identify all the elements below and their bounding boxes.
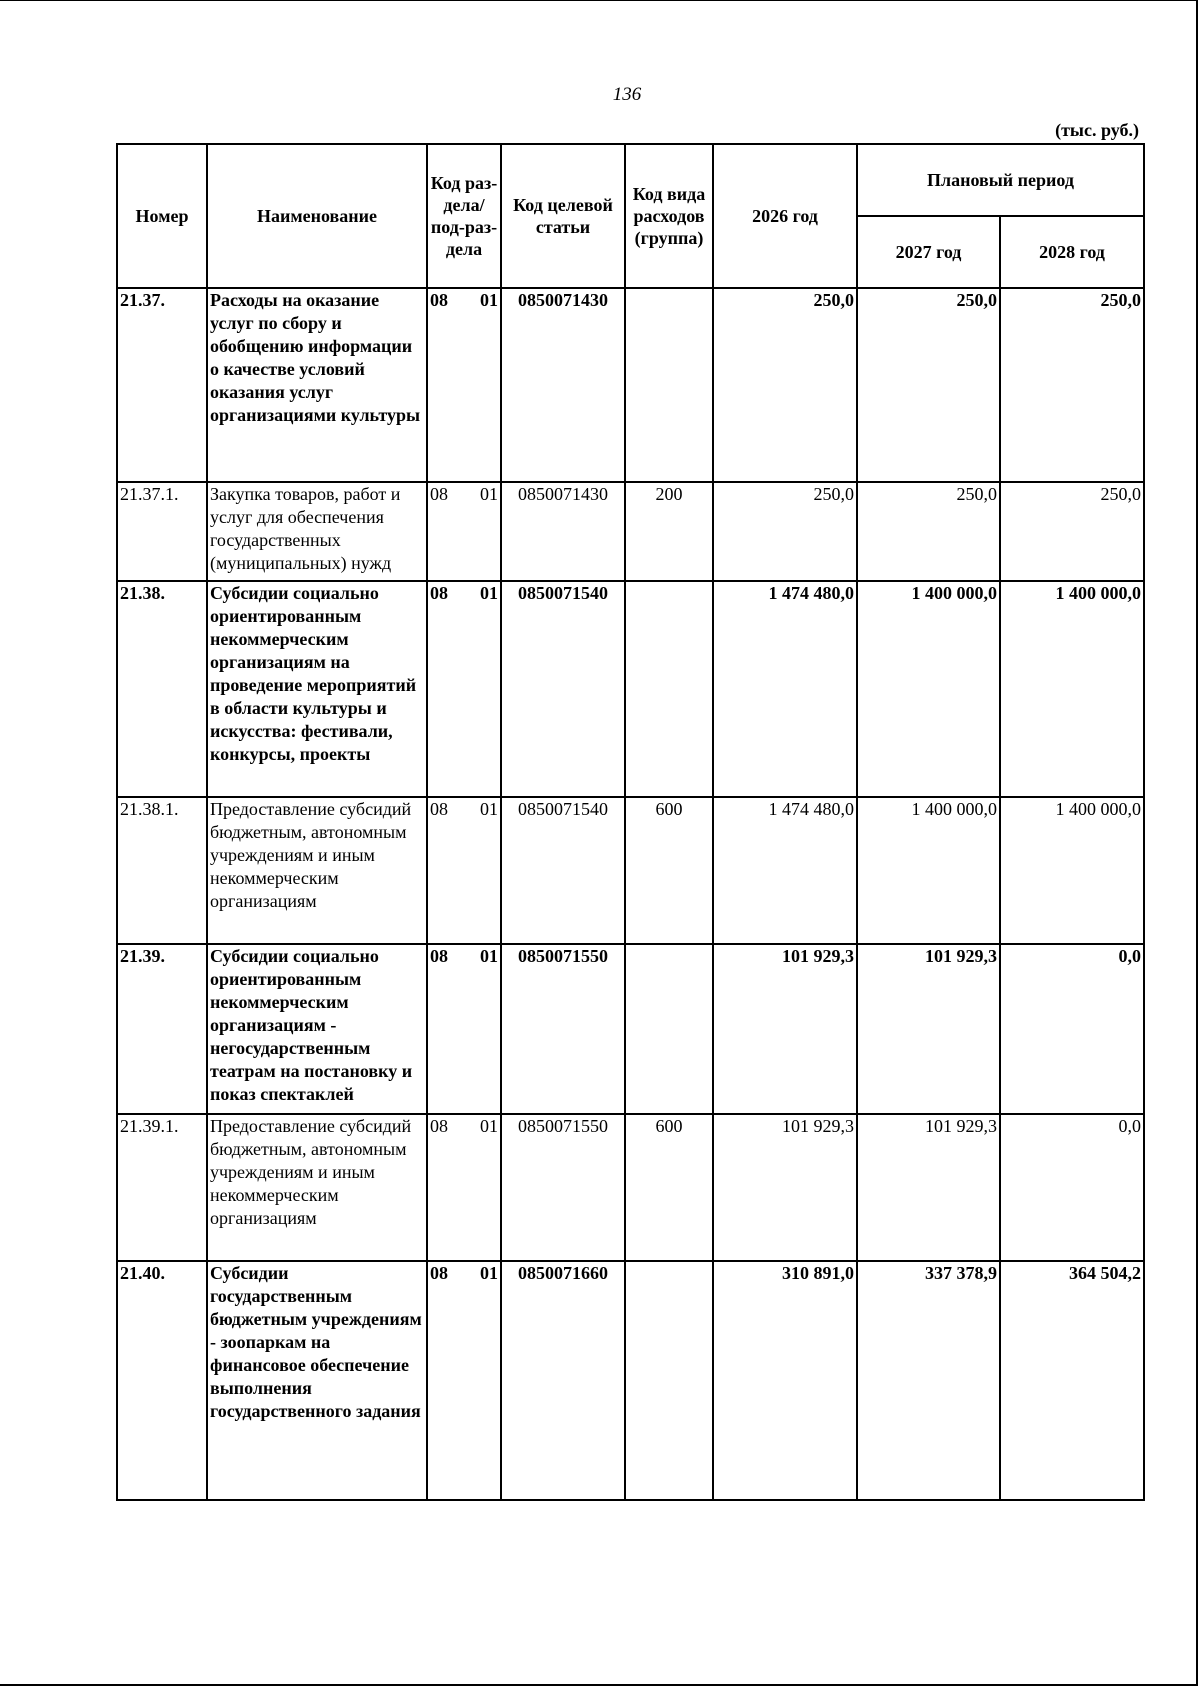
row-amount-2028: 1 400 000,0 [1000, 581, 1144, 797]
table-body [117, 288, 1144, 1500]
row-number: 21.38.1. [117, 797, 207, 944]
row-amount-2027: 250,0 [857, 288, 1000, 482]
table-row [117, 1114, 1144, 1261]
row-amount-2028: 0,0 [1000, 1114, 1144, 1261]
row-target-code: 0850071550 [501, 1114, 625, 1261]
header-number: Номер [117, 144, 207, 288]
row-expense-type: 200 [625, 482, 713, 581]
row-expense-type [625, 288, 713, 482]
budget-table [116, 143, 1145, 1501]
row-name: Субсидии социально ориентированным некоммерческим организациям - негосударственным театрам на постановку и показ спектаклей [207, 944, 427, 1114]
row-number: 21.37.1. [117, 482, 207, 581]
row-razdel: 08 [430, 1116, 448, 1136]
row-podrazdel: 01 [480, 1263, 498, 1283]
row-podrazdel: 01 [480, 1116, 498, 1136]
row-section-code [427, 581, 501, 797]
row-expense-type: 600 [625, 1114, 713, 1261]
units-label: (тыс. руб.) [1055, 120, 1139, 140]
row-expense-type [625, 944, 713, 1114]
row-name: Предоставление субсидий бюджетным, автономным учреждениям и иным некоммерческим организациям [207, 797, 427, 944]
row-number: 21.40. [117, 1261, 207, 1500]
table-row [117, 1261, 1144, 1500]
row-amount-2027: 1 400 000,0 [857, 581, 1000, 797]
row-amount-2026: 101 929,3 [713, 1114, 857, 1261]
row-razdel: 08 [430, 290, 448, 310]
header-section-code: Код раз-дела/ под-раз-дела [427, 144, 501, 288]
row-podrazdel: 01 [480, 799, 498, 819]
row-name: Закупка товаров, работ и услуг для обеспечения государственных (муниципальных) нужд [207, 482, 427, 581]
page-number: 136 [612, 84, 642, 105]
row-target-code: 0850071540 [501, 797, 625, 944]
row-podrazdel: 01 [480, 946, 498, 966]
header-expense-type: Код вида расходов (группа) [625, 144, 713, 288]
row-number: 21.38. [117, 581, 207, 797]
table-row [117, 482, 1144, 581]
row-razdel: 08 [430, 1263, 448, 1283]
row-amount-2028: 1 400 000,0 [1000, 797, 1144, 944]
row-number: 21.39. [117, 944, 207, 1114]
header-year-2027: 2027 год [857, 216, 1000, 288]
row-amount-2027: 1 400 000,0 [857, 797, 1000, 944]
row-name: Субсидии социально ориентированным некоммерческим организациям на проведение мероприятий в области культуры и искусства: фестивали, конкурсы, проекты [207, 581, 427, 797]
row-section-code [427, 482, 501, 581]
header-year-2028: 2028 год [1000, 216, 1144, 288]
row-name: Субсидии государственным бюджетным учреждениям - зоопаркам на финансовое обеспечение выполнения государственного задания [207, 1261, 427, 1500]
row-amount-2028: 0,0 [1000, 944, 1144, 1114]
row-razdel: 08 [430, 583, 448, 603]
row-amount-2027: 337 378,9 [857, 1261, 1000, 1500]
row-target-code: 0850071540 [501, 581, 625, 797]
row-amount-2026: 1 474 480,0 [713, 797, 857, 944]
row-number: 21.37. [117, 288, 207, 482]
row-amount-2028: 364 504,2 [1000, 1261, 1144, 1500]
row-section-code [427, 797, 501, 944]
row-expense-type [625, 1261, 713, 1500]
table-row [117, 581, 1144, 797]
row-amount-2028: 250,0 [1000, 482, 1144, 581]
row-amount-2026: 101 929,3 [713, 944, 857, 1114]
row-number: 21.39.1. [117, 1114, 207, 1261]
row-amount-2026: 1 474 480,0 [713, 581, 857, 797]
row-section-code [427, 288, 501, 482]
row-name: Расходы на оказание услуг по сбору и обобщению информации о качестве условий оказания услуг организациями культуры [207, 288, 427, 482]
row-target-code: 0850071660 [501, 1261, 625, 1500]
row-podrazdel: 01 [480, 583, 498, 603]
row-podrazdel: 01 [480, 290, 498, 310]
row-amount-2026: 310 891,0 [713, 1261, 857, 1500]
header-name: Наименование [207, 144, 427, 288]
row-amount-2026: 250,0 [713, 482, 857, 581]
row-razdel: 08 [430, 946, 448, 966]
row-amount-2026: 250,0 [713, 288, 857, 482]
header-year-2026: 2026 год [713, 144, 857, 288]
row-section-code [427, 1261, 501, 1500]
row-amount-2027: 101 929,3 [857, 944, 1000, 1114]
row-section-code [427, 944, 501, 1114]
row-razdel: 08 [430, 799, 448, 819]
row-podrazdel: 01 [480, 484, 498, 504]
row-amount-2028: 250,0 [1000, 288, 1144, 482]
row-expense-type: 600 [625, 797, 713, 944]
table-row [117, 288, 1144, 482]
row-target-code: 0850071550 [501, 944, 625, 1114]
row-section-code [427, 1114, 501, 1261]
row-expense-type [625, 581, 713, 797]
table-row [117, 944, 1144, 1114]
row-name: Предоставление субсидий бюджетным, автономным учреждениям и иным некоммерческим организациям [207, 1114, 427, 1261]
row-target-code: 0850071430 [501, 288, 625, 482]
row-amount-2027: 101 929,3 [857, 1114, 1000, 1261]
row-amount-2027: 250,0 [857, 482, 1000, 581]
header-target-code: Код целевой статьи [501, 144, 625, 288]
header-planned-period: Плановый период [857, 144, 1144, 216]
row-target-code: 0850071430 [501, 482, 625, 581]
row-razdel: 08 [430, 484, 448, 504]
table-row [117, 797, 1144, 944]
header-row-top [117, 144, 1144, 216]
